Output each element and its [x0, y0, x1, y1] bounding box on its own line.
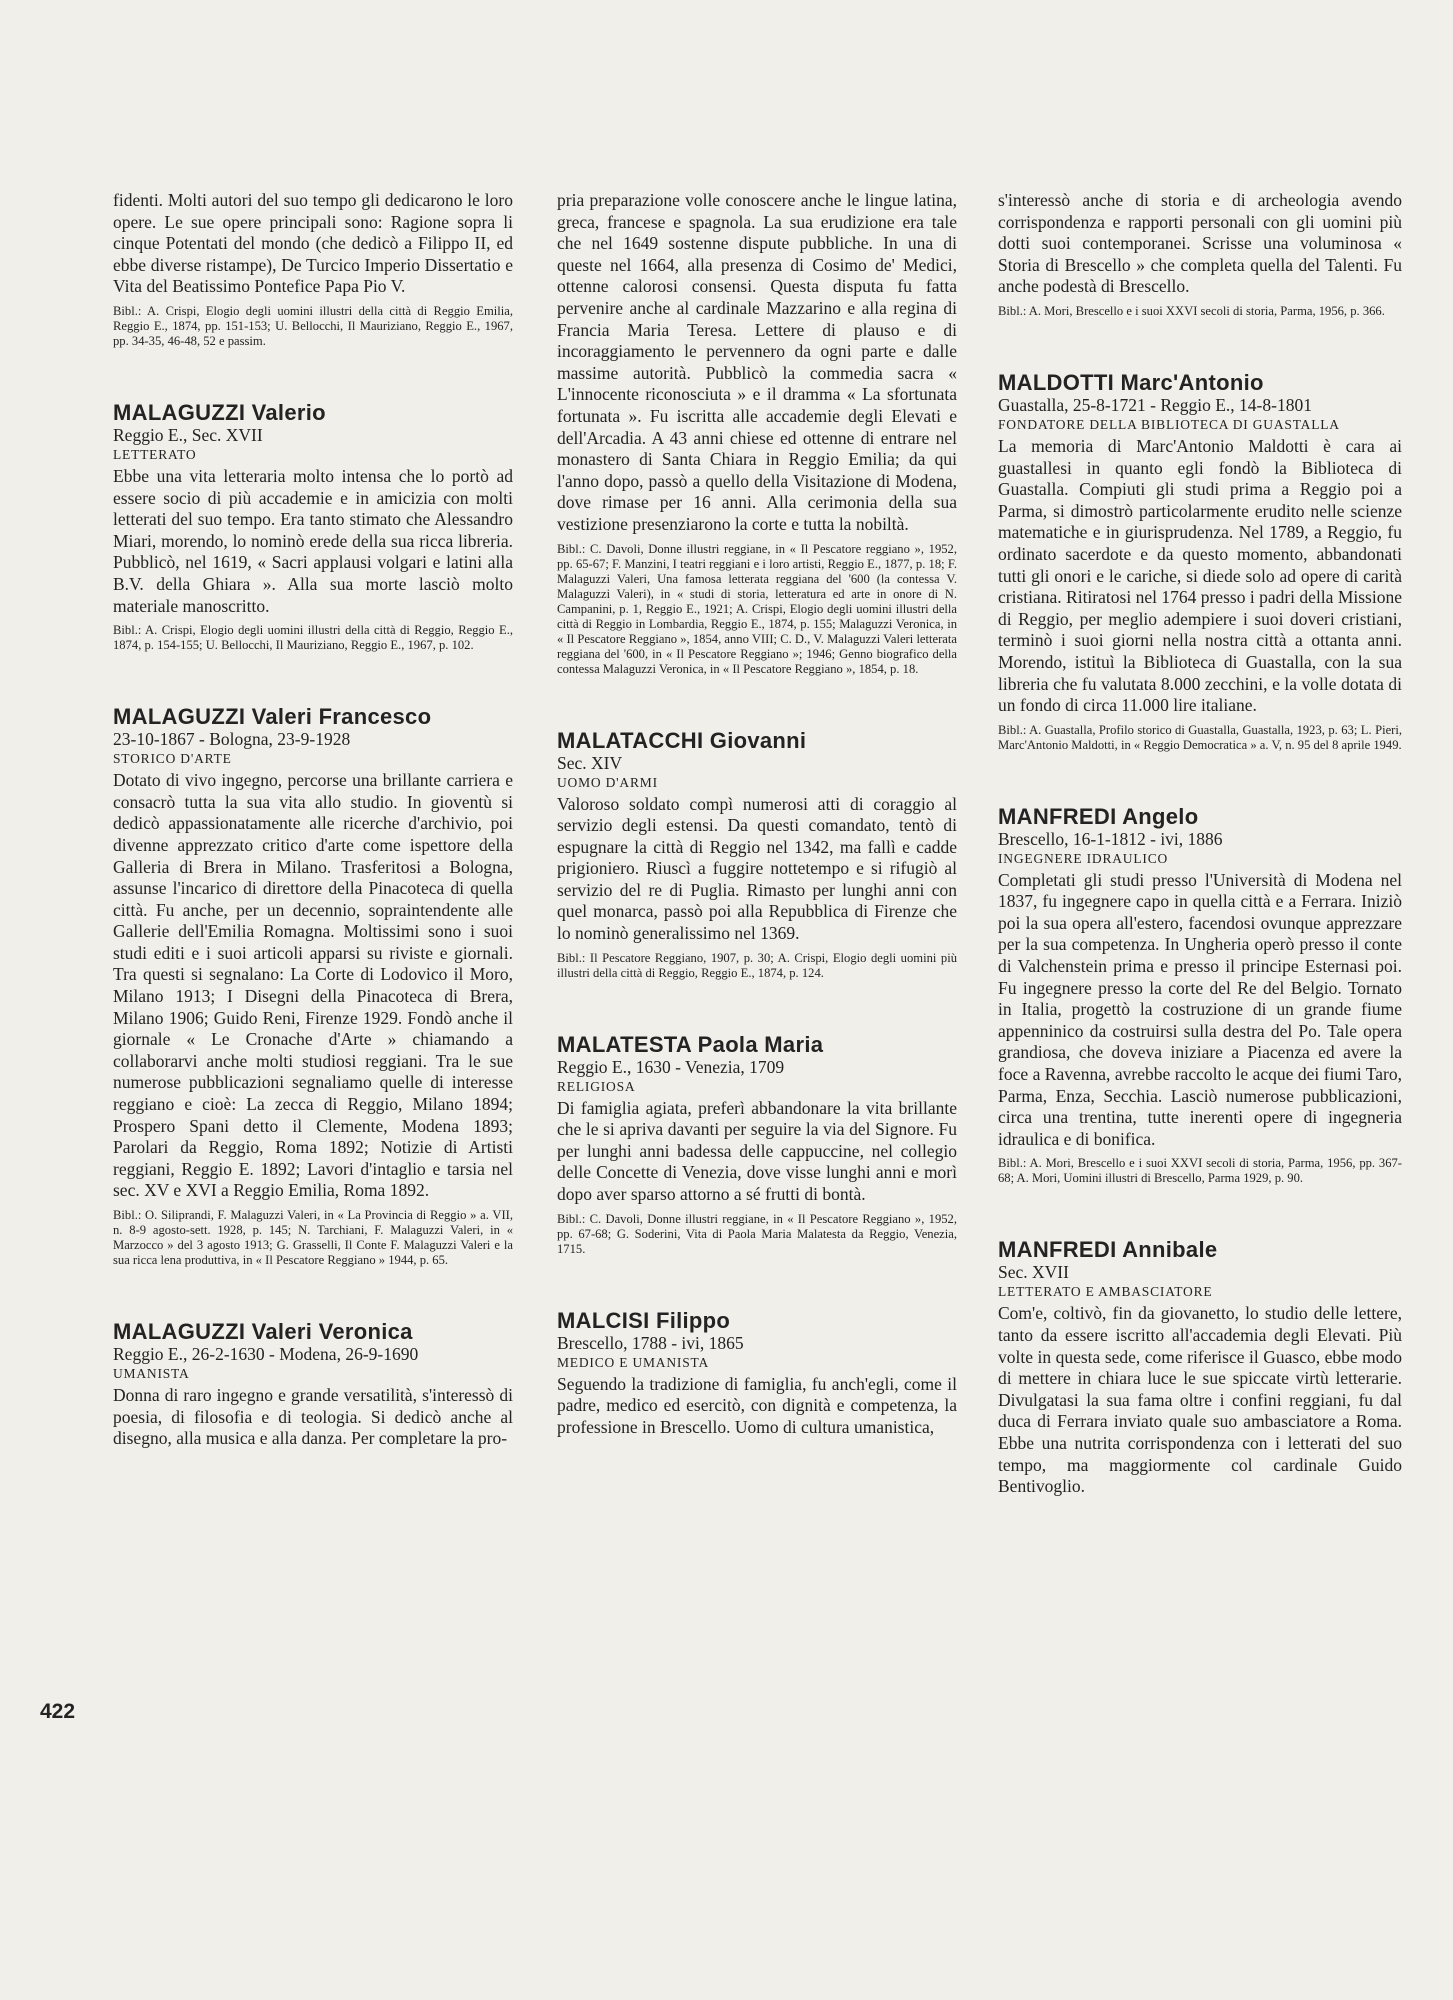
bibliography: Bibl.: A. Guastalla, Profilo storico di Guastalla, Guastalla, 1923, p. 63; L. Pieri, Marc'Antonio Maldotti, in « Reggio Democratica » a. V, n. 95 del 8 aprile 1949.	[998, 722, 1402, 752]
bibliography: Bibl.: A. Crispi, Elogio degli uomini illustri della città di Reggio Emilia, Reggio E., 1874, pp. 151-153; U. Bellocchi, Il Mauriziano, Reggio E., 1967, pp. 34-35, 46-48, 52 e passim.	[113, 303, 513, 348]
column-left	[113, 190, 513, 1502]
entry-dates: 23-10-1867 - Bologna, 23-9-1928	[113, 729, 351, 750]
entry-dates: Guastalla, 25-8-1721 - Reggio E., 14-8-1801	[998, 394, 1312, 415]
entry-dates: Reggio E., 1630 - Venezia, 1709	[557, 1056, 785, 1077]
entry-role: FONDATORE DELLA BIBLIOTECA DI GUASTALLA	[998, 416, 1340, 432]
continued-entry	[113, 190, 513, 349]
page-number: 422	[40, 1700, 76, 1723]
entry-dates: Sec. XIV	[557, 752, 623, 773]
entry-name: MANFREDI Annibale	[998, 1237, 1218, 1263]
entry-role: RELIGIOSA	[557, 1078, 636, 1094]
bibliography: Bibl.: A. Mori, Brescello e i suoi XXVI secoli di storia, Parma, 1956, p. 366.	[998, 303, 1385, 318]
entry-dates: Reggio E., Sec. XVII	[113, 424, 263, 445]
entry-name: MALAGUZZI Valerio	[113, 399, 326, 425]
column-middle	[557, 190, 957, 1490]
entry-name: MALATACCHI Giovanni	[557, 727, 807, 753]
entry-malaguzzi-valerio	[113, 401, 513, 653]
entry-role: LETTERATO	[113, 446, 197, 462]
bibliography: Bibl.: C. Davoli, Donne illustri reggiane, in « Il Pescatore Reggiano », 1952, pp. 67-68; G. Soderini, Vita di Paola Maria Malatesta da Reggio, Venezia, 1715.	[557, 1211, 957, 1256]
entry-role: UOMO D'ARMI	[557, 774, 658, 790]
entry-malatesta-paola-maria	[557, 1033, 957, 1257]
entry-malaguzzi-valeri-veronica	[113, 1320, 513, 1450]
entry-body: fidenti. Molti autori del suo tempo gli dedicarono le loro opere. Le sue opere principali sono: Ragione sopra li cinque Potentati del mondo (che dedicò a Filippo II, ed ebbe diverse ristampe), De Turcico Imperio Dissertatio e Vita del Beatissimo Pontefice Papa Pio V.	[113, 190, 513, 297]
entry-body: Donna di raro ingegno e grande versatilità, s'interessò di poesia, di filosofia e di teologia. Si dedicò anche al disegno, alla musica e alla danza. Per completare la pro-	[113, 1385, 513, 1449]
entry-role: LETTERATO E AMBASCIATORE	[998, 1284, 1213, 1300]
entry-name: MANFREDI Angelo	[998, 803, 1199, 829]
entry-body: La memoria di Marc'Antonio Maldotti è cara ai guastallesi in quanto egli fondò la Biblioteca di Guastalla. Compiuti gli studi prima a Reggio poi a Parma, si dimostrò particolarmente erudito nelle scienze matematiche e in giurisprudenza. Nel 1789, a Reggio, fu ordinato sacerdote e da questo momento, abbandonati tutti gli onori e le cariche, si diede solo ad opere di carità cristiana. Ritiratosi nel 1764 presso i padri della Missione di Reggio, per meglio adempiere i suoi doveri cristiani, terminò i suoi giorni nella nostra città a ottanta anni. Morendo, istituì la Biblioteca di Guastalla, con la sua libreria che fu valutata 8.000 zecchini, e la volle dotata di un fondo di circa 11.000 lire italiane.	[998, 435, 1402, 716]
entry-malaguzzi-valeri-francesco	[113, 705, 513, 1268]
entry-maldotti-marcantonio	[998, 371, 1402, 753]
continued-entry	[998, 190, 1402, 319]
bibliography: Bibl.: A. Crispi, Elogio degli uomini illustri della città di Reggio, Reggio E., 1874, p. 154-155; U. Bellocchi, Il Mauriziano, Reggio E., 1967, p. 102.	[113, 623, 513, 653]
entry-body: Valoroso soldato compì numerosi atti di coraggio al servizio degli estensi. Da questi comandato, tentò di espugnare la città di Reggio nel 1342, ma fallì e cadde prigioniero. Riuscì a fuggire nottetempo e si rifugiò al servizio del re di Puglia. Rimasto per lunghi anni con quel monarca, passò poi alla Repubblica di Firenze che lo nominò generalissimo nel 1369.	[557, 793, 957, 944]
entry-body: Com'e, coltivò, fin da giovanetto, lo studio delle lettere, tanto da essere iscritto all'accademia degli Elevati. Più volte in questa sede, come riferisce il Guasco, ebbe modo di mettere in chiara luce le sue spiccate virtù letterarie. Divulgatasi la sua fama oltre i confini reggiani, fu dal duca di Ferrara inviato quale suo ambasciatore a Roma. Ebbe una nutrita corrispondenza con i letterati del suo tempo, ma maggiormente col cardinale Guido Bentivoglio.	[998, 1303, 1402, 1497]
bibliography: Bibl.: A. Mori, Brescello e i suoi XXVI secoli di storia, Parma, 1956, pp. 367-68; A. Mori, Uomini illustri di Brescello, Parma 1929, p. 90.	[998, 1156, 1402, 1186]
entry-body: Ebbe una vita letteraria molto intensa che lo portò ad essere socio di più accademie e in amicizia con molti letterati del suo tempo. Era tanto stimato che Alessandro Miari, morendo, lo nominò erede della sua ricca libreria. Pubblicò, nel 1619, « Sacri applausi volgari e latini alla B.V. della Ghiara ». Alla sua morte lasciò molto materiale manoscritto.	[113, 465, 513, 616]
entry-name: MALAGUZZI Valeri Veronica	[113, 1319, 413, 1344]
entry-role: INGEGNERE IDRAULICO	[998, 850, 1169, 866]
entry-body: Seguendo la tradizione di famiglia, fu anch'egli, come il padre, medico ed esercitò, con dignità e competenza, la professione in Brescello. Uomo di cultura umanistica,	[557, 1373, 957, 1437]
entry-role: UMANISTA	[113, 1366, 190, 1381]
bibliography: Bibl.: C. Davoli, Donne illustri reggiane, in « Il Pescatore reggiano », 1952, pp. 65-67; F. Manzini, I teatri reggiani e i loro artisti, Reggio E., 1877, p. 18; F. Malaguzzi Valeri, Una famosa letterata reggiana del '600 (la contessa V. Malaguzzi Valeri), in « studi di storia, letteratura ed arte in onore di N. Campanini, p. 1, Reggio E., 1921; A. Crispi, Elogio degli uomini illustri della città di Reggio in Lombardia, Reggio E., 1874, p. 155; Malaguzzi Veronica, in « Il Pescatore Reggiano », 1854, anno VIII; C. D., V. Malaguzzi Valeri letterata reggiana del '600, in « Il Pescatore Reggiano »; 1946; Genno biografico della contessa Malaguzzi Veronica, in « Il Pescatore Reggiano », 1854, p. 18.	[557, 541, 957, 676]
entry-role: MEDICO E UMANISTA	[557, 1354, 710, 1370]
entry-body: Completati gli studi presso l'Università di Modena nel 1837, fu ingegnere capo in quella città e a Ferrara. Iniziò poi la sua opera all'estero, facendosi ovunque apprezzare per la sua competenza. In Ungheria operò presso il conte di Valchenstein prima e presso il principe Esternasi poi. Fu ingegnere presso la corte del Re del Belgio. Tornato in Italia, progettò la costruzione di un grande fiume appenninico da costruirsi sulla destra del Po. Tale opera grandiosa, che doveva iniziare a Piacenza ed avere la foce a Ravenna, avrebbe raccolto le acque dei fiumi Taro, Parma, Enza, Secchia. Lasciò numerose pubblicazioni, circa una trentina, tutte inerenti opere di ingegneria idraulica e di bonifica.	[998, 869, 1402, 1149]
entry-name: MALAGUZZI Valeri Francesco	[113, 704, 432, 730]
entry-dates: Brescello, 16-1-1812 - ivi, 1886	[998, 828, 1223, 849]
bibliography: Bibl.: Il Pescatore Reggiano, 1907, p. 30; A. Crispi, Elogio degli uomini più illustri della città di Reggio, Reggio E., 1874, p. 124.	[557, 950, 957, 980]
entry-malcisi-filippo	[557, 1309, 957, 1439]
continued-entry	[557, 190, 957, 677]
entry-body: s'interessò anche di storia e di archeologia avendo corrispondenza e rapporti personali con gli uomini più dotti suoi contemporanei. Scrisse una voluminosa « Storia di Brescello » che completa quella del Talenti. Fu anche podestà di Brescello.	[998, 190, 1402, 297]
entry-name: MALDOTTI Marc'Antonio	[998, 369, 1264, 395]
entry-role: STORICO D'ARTE	[113, 751, 232, 767]
bibliography: Bibl.: O. Siliprandi, F. Malaguzzi Valeri, in « La Provincia di Reggio » a. VII, n. 8-9 agosto-sett. 1928, p. 145; N. Tarchiani, F. Malaguzzi Valeri, in « Marzocco » del 3 agosto 1913; G. Grasselli, Il Conte F. Malaguzzi Valeri e la sua ricca lena produttiva, in « Il Pescatore Reggiano » 1944, p. 65.	[113, 1208, 513, 1267]
entry-manfredi-angelo	[998, 805, 1402, 1187]
entry-dates: Brescello, 1788 - ivi, 1865	[557, 1332, 744, 1353]
column-right	[998, 190, 1402, 1550]
entry-malatacchi-giovanni	[557, 729, 957, 981]
entry-name: MALATESTA Paola Maria	[557, 1031, 824, 1057]
entry-manfredi-annibale	[998, 1238, 1402, 1497]
entry-name: MALCISI Filippo	[557, 1307, 731, 1333]
entry-body: Dotato di vivo ingegno, percorse una brillante carriera e consacrò tutta la sua vita allo studio. In gioventù si dedicò appassionatamente alle ricerche d'archivio, poi divenne apprezzato critico d'arte come ispettore della Galleria di Brera in Milano. Trasferitosi a Bologna, assunse l'incarico di direttore della Pinacoteca di quella città. Fu anche, per un decennio, sopraintendente alle Gallerie dell'Emilia Romagna. Moltissimi sono i suoi studi editi e i suoi articoli apparsi su riviste e giornali. Tra questi si segnalano: La Corte di Lodovico il Moro, Milano 1913; I Disegni della Pinacoteca di Brera, Milano 1906; Guido Reni, Firenze 1929. Fondò anche il giornale « Le Cronache d'Arte » chiamando a collaborarvi anche molti studiosi reggiani. Tra le sue numerose pubblicazioni segnaliamo quelle di interesse reggiano e cioè: La zecca di Reggio, Milano 1894; Prospero Spani detto il Clemente, Modena 1893; Parolari da Reggio, Roma 1892; Notizie di Artisti reggiani, Reggio E. 1892; Lavori d'intaglio e tarsia nel sec. XV e XVI a Reggio Emilia, Roma 1892.	[113, 770, 513, 1201]
entry-dates: Sec. XVII	[998, 1262, 1069, 1283]
entry-body: Di famiglia agiata, preferì abbandonare la vita brillante che le si apriva davanti per seguire la via del Signore. Fu per lunghi anni badessa delle cappuccine, nel collegio delle Concette di Venezia, dove visse lunghi anni e morì dopo aver sparso attorno a sé frutti di bontà.	[557, 1097, 957, 1205]
entry-body: pria preparazione volle conoscere anche le lingue latina, greca, francese e spagnola. La sua erudizione era tale che nel 1649 sostenne dispute pubbliche. In una di queste nel 1664, alla presenza di Cosimo de' Medici, ottenne calorosi consensi. Questa disputa fu fatta pervenire anche al cardinale Mazzarino e alla regina di Francia Maria Teresa. Lettere di plauso e di incoraggiamento le pervennero da ogni parte e dalle massime autorità. Pubblicò la commedia sacra « L'innocente riconosciuta » e il dramma « La sfortunata fortunata ». Fu iscritta alle accademie degli Elevati e dell'Arcadia. A 43 anni chiese ed ottenne di entrare nel monastero di Santa Chiara in Reggio Emilia; da qui l'anno dopo, passò a quello della Visitazione di Modena, dove rimase per 16 anni. Alla cerimonia della sua vestizione presenziarono la corte e tutta la nobiltà.	[557, 190, 957, 534]
entry-dates: Reggio E., 26-2-1630 - Modena, 26-9-1690	[113, 1344, 419, 1364]
